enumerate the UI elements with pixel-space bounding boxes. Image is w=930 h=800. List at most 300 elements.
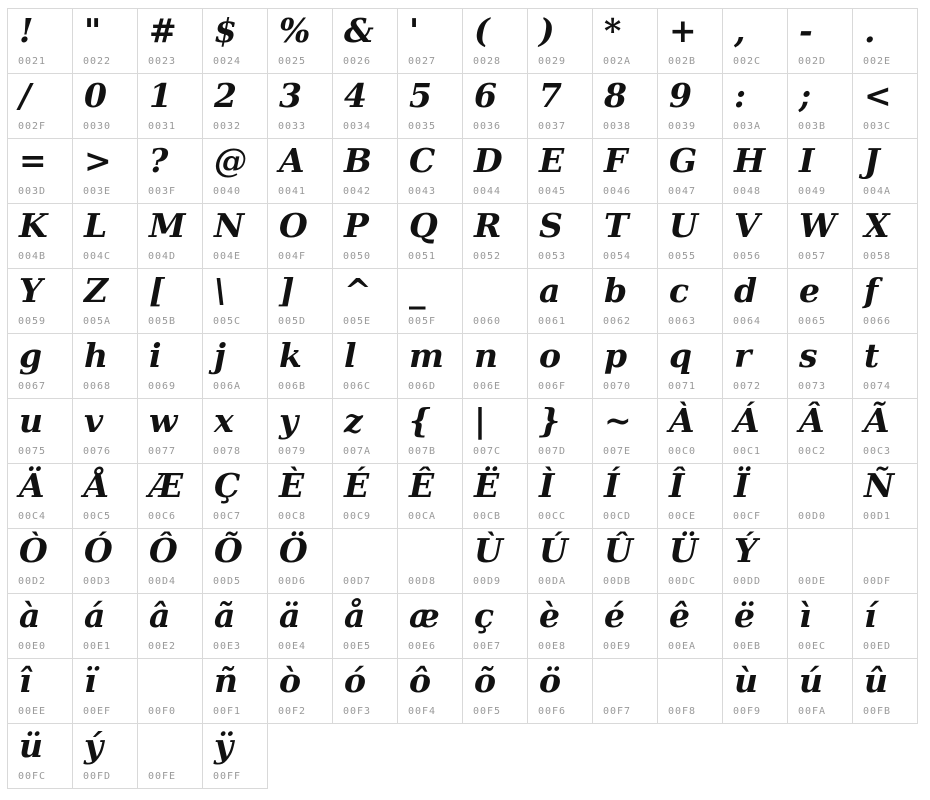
grid-row [7, 593, 917, 658]
glyph-char: ' [409, 11, 420, 50]
glyph-code-label: 0069 [148, 381, 177, 392]
glyph-cell [137, 203, 203, 269]
glyph-cell [462, 463, 528, 529]
glyph-char: U [669, 206, 698, 245]
glyph-char: Ý [734, 531, 758, 570]
glyph-char: T [604, 206, 629, 245]
glyph-char: h [84, 336, 108, 375]
glyph-cell [7, 463, 73, 529]
glyph-cell [852, 463, 918, 529]
glyph-cell [462, 593, 528, 659]
glyph-char: t [864, 336, 880, 375]
glyph-cell [787, 138, 853, 204]
glyph-char: Ö [279, 531, 308, 570]
glyph-cell [332, 203, 398, 269]
glyph-code-label: 0041 [278, 186, 307, 197]
grid-row [7, 268, 917, 333]
glyph-cell [787, 528, 853, 594]
glyph-cell [592, 593, 658, 659]
glyph-char: ô [409, 661, 432, 700]
glyph-cell [397, 463, 463, 529]
glyph-code-label: 0035 [408, 121, 437, 132]
glyph-char: C [409, 141, 436, 180]
glyph-char: ì [799, 596, 812, 635]
glyph-code-label: 0057 [798, 251, 827, 262]
glyph-char: w [149, 401, 178, 440]
glyph-char: Q [409, 206, 438, 245]
glyph-code-label: 00F0 [148, 706, 177, 717]
glyph-code-label: 0072 [733, 381, 762, 392]
glyph-char: Ä [19, 466, 45, 505]
glyph-cell [202, 658, 268, 724]
glyph-char: L [84, 206, 108, 245]
glyph-cell [267, 8, 333, 74]
glyph-code-label: 004C [83, 251, 112, 262]
glyph-code-label: 006A [213, 381, 242, 392]
glyph-cell [7, 398, 73, 464]
glyph-cell [7, 528, 73, 594]
glyph-cell [527, 658, 593, 724]
glyph-cell [462, 138, 528, 204]
glyph-code-label: 00C4 [18, 511, 47, 522]
glyph-char: û [864, 661, 888, 700]
glyph-code-label: 00EC [798, 641, 827, 652]
glyph-char: Ì [539, 466, 555, 505]
glyph-code-label: 0056 [733, 251, 762, 262]
glyph-char: Ò [19, 531, 48, 570]
glyph-code-label: 00E0 [18, 641, 47, 652]
glyph-char: Á [734, 401, 760, 440]
glyph-char: í [864, 596, 877, 635]
glyph-char: i [149, 336, 162, 375]
glyph-code-label: 00FF [213, 771, 242, 782]
glyph-char: } [539, 401, 561, 440]
glyph-cell [657, 658, 723, 724]
glyph-char: ë [734, 596, 755, 635]
glyph-code-label: 00C9 [343, 511, 372, 522]
glyph-cell [397, 333, 463, 399]
glyph-code-label: 0064 [733, 316, 762, 327]
glyph-char: b [604, 271, 628, 310]
glyph-cell [657, 8, 723, 74]
glyph-cell [462, 333, 528, 399]
grid-row [7, 8, 917, 73]
glyph-char [463, 269, 527, 272]
grid-row [7, 333, 917, 398]
glyph-char: ] [279, 271, 295, 310]
glyph-code-label: 0032 [213, 121, 242, 132]
glyph-char: o [539, 336, 562, 375]
glyph-char: 6 [474, 76, 497, 115]
glyph-char: Å [84, 466, 110, 505]
glyph-char: $ [214, 11, 237, 50]
glyph-code-label: 002B [668, 56, 697, 67]
glyph-char [398, 529, 462, 532]
glyph-cell [202, 723, 268, 789]
glyph-cell [267, 398, 333, 464]
glyph-char: ý [84, 726, 104, 765]
glyph-char: ^ [344, 271, 372, 310]
glyph-cell [527, 203, 593, 269]
glyph-code-label: 005C [213, 316, 242, 327]
glyph-char: F [604, 141, 628, 180]
glyph-char: 7 [539, 76, 562, 115]
glyph-char [788, 464, 852, 467]
glyph-code-label: 0067 [18, 381, 47, 392]
glyph-cell [7, 8, 73, 74]
glyph-cell [527, 333, 593, 399]
glyph-char: ? [149, 141, 169, 180]
glyph-char: J [864, 141, 880, 180]
glyph-cell [787, 463, 853, 529]
glyph-char: Î [669, 466, 685, 505]
glyph-cell [852, 658, 918, 724]
glyph-code-label: 0058 [863, 251, 892, 262]
glyph-char: ÿ [214, 726, 234, 765]
glyph-cell [592, 203, 658, 269]
glyph-char: , [734, 11, 746, 50]
glyph-char: ! [19, 11, 34, 50]
glyph-code-label: 0079 [278, 446, 307, 457]
glyph-code-label: 00D1 [863, 511, 892, 522]
glyph-cell [202, 268, 268, 334]
glyph-cell [722, 73, 788, 139]
glyph-char: s [799, 336, 818, 375]
glyph-code-label: 0024 [213, 56, 242, 67]
glyph-code-label: 007D [538, 446, 567, 457]
glyph-code-label: 00D4 [148, 576, 177, 587]
glyph-cell [267, 528, 333, 594]
glyph-cell [852, 8, 918, 74]
glyph-cell [72, 463, 138, 529]
glyph-code-label: 002E [863, 56, 892, 67]
glyph-code-label: 0030 [83, 121, 112, 132]
glyph-cell [72, 398, 138, 464]
glyph-code-label: 005A [83, 316, 112, 327]
glyph-code-label: 003B [798, 121, 827, 132]
glyph-char: d [734, 271, 758, 310]
glyph-code-label: 002A [603, 56, 632, 67]
glyph-code-label: 0059 [18, 316, 47, 327]
glyph-cell [527, 463, 593, 529]
glyph-char: E [539, 141, 565, 180]
glyph-code-label: 0026 [343, 56, 372, 67]
glyph-code-label: 00D9 [473, 576, 502, 587]
glyph-cell [657, 528, 723, 594]
glyph-char [333, 529, 397, 532]
glyph-code-label: 00D3 [83, 576, 112, 587]
glyph-code-label: 0074 [863, 381, 892, 392]
glyph-code-label: 007B [408, 446, 437, 457]
glyph-cell [527, 73, 593, 139]
glyph-cell [72, 528, 138, 594]
glyph-cell [137, 593, 203, 659]
glyph-code-label: 0054 [603, 251, 632, 262]
character-map-grid [7, 8, 917, 788]
glyph-code-label: 00D6 [278, 576, 307, 587]
glyph-code-label: 0051 [408, 251, 437, 262]
glyph-char: Ù [474, 531, 503, 570]
glyph-code-label: 0037 [538, 121, 567, 132]
glyph-cell [527, 528, 593, 594]
glyph-char: É [344, 466, 370, 505]
glyph-cell [852, 398, 918, 464]
glyph-code-label: 004F [278, 251, 307, 262]
glyph-cell [787, 203, 853, 269]
glyph-char: ï [84, 661, 97, 700]
glyph-code-label: 00F9 [733, 706, 762, 717]
glyph-code-label: 00F8 [668, 706, 697, 717]
glyph-char: õ [474, 661, 497, 700]
glyph-cell [332, 593, 398, 659]
glyph-code-label: 00FA [798, 706, 827, 717]
glyph-code-label: 006B [278, 381, 307, 392]
glyph-char: : [734, 76, 747, 115]
glyph-code-label: 004D [148, 251, 177, 262]
glyph-cell [657, 138, 723, 204]
glyph-code-label: 0044 [473, 186, 502, 197]
glyph-char: ó [344, 661, 367, 700]
glyph-cell [722, 8, 788, 74]
glyph-code-label: 002F [18, 121, 47, 132]
glyph-cell [462, 73, 528, 139]
glyph-char: S [539, 206, 563, 245]
glyph-cell [462, 658, 528, 724]
glyph-cell [137, 463, 203, 529]
glyph-code-label: 0053 [538, 251, 567, 262]
glyph-code-label: 0021 [18, 56, 47, 67]
glyph-code-label: 0076 [83, 446, 112, 457]
glyph-cell [787, 658, 853, 724]
glyph-code-label: 00CE [668, 511, 697, 522]
glyph-cell [72, 138, 138, 204]
glyph-code-label: 00F1 [213, 706, 242, 717]
glyph-char: 2 [214, 76, 237, 115]
glyph-cell [787, 268, 853, 334]
glyph-code-label: 00C1 [733, 446, 762, 457]
glyph-code-label: 0038 [603, 121, 632, 132]
glyph-char: K [19, 206, 48, 245]
glyph-char: ö [539, 661, 562, 700]
glyph-char: À [669, 401, 695, 440]
glyph-cell [852, 333, 918, 399]
glyph-code-label: 00FD [83, 771, 112, 782]
glyph-cell [397, 138, 463, 204]
glyph-cell [267, 463, 333, 529]
glyph-cell [202, 593, 268, 659]
glyph-cell [592, 528, 658, 594]
glyph-code-label: 0033 [278, 121, 307, 132]
glyph-cell [462, 398, 528, 464]
glyph-code-label: 006E [473, 381, 502, 392]
glyph-cell [397, 398, 463, 464]
glyph-cell [137, 73, 203, 139]
glyph-code-label: 0071 [668, 381, 697, 392]
glyph-char: à [19, 596, 41, 635]
glyph-char: g [19, 336, 43, 375]
glyph-char: ê [669, 596, 690, 635]
glyph-cell [332, 268, 398, 334]
glyph-code-label: 00CC [538, 511, 567, 522]
glyph-code-label: 0047 [668, 186, 697, 197]
glyph-code-label: 00E8 [538, 641, 567, 652]
glyph-char: O [279, 206, 308, 245]
glyph-cell [722, 398, 788, 464]
glyph-cell [137, 333, 203, 399]
glyph-char: ( [474, 11, 490, 50]
glyph-char: î [19, 661, 32, 700]
glyph-cell [592, 333, 658, 399]
glyph-cell [267, 203, 333, 269]
glyph-cell [202, 398, 268, 464]
grid-row [7, 463, 917, 528]
glyph-char: æ [409, 596, 440, 635]
glyph-code-label: 00D7 [343, 576, 372, 587]
glyph-code-label: 00D8 [408, 576, 437, 587]
glyph-code-label: 0063 [668, 316, 697, 327]
glyph-char: 5 [409, 76, 432, 115]
glyph-cell [397, 203, 463, 269]
glyph-cell [787, 593, 853, 659]
glyph-code-label: 003E [83, 186, 112, 197]
glyph-char [138, 659, 202, 662]
glyph-char: å [344, 596, 366, 635]
glyph-code-label: 00DA [538, 576, 567, 587]
glyph-cell [657, 73, 723, 139]
glyph-char: A [279, 141, 305, 180]
glyph-cell [7, 138, 73, 204]
glyph-code-label: 00CB [473, 511, 502, 522]
glyph-char: a [539, 271, 561, 310]
glyph-code-label: 002D [798, 56, 827, 67]
glyph-code-label: 00C0 [668, 446, 697, 457]
glyph-char: Û [604, 531, 633, 570]
glyph-char: 8 [604, 76, 627, 115]
glyph-code-label: 00F7 [603, 706, 632, 717]
glyph-cell [787, 8, 853, 74]
glyph-code-label: 0061 [538, 316, 567, 327]
glyph-cell [267, 138, 333, 204]
glyph-char: Â [799, 401, 825, 440]
glyph-cell [332, 138, 398, 204]
glyph-cell [202, 463, 268, 529]
glyph-code-label: 0075 [18, 446, 47, 457]
glyph-code-label: 0050 [343, 251, 372, 262]
glyph-char: / [19, 76, 32, 115]
glyph-char: | [474, 401, 487, 440]
glyph-char: r [734, 336, 752, 375]
glyph-cell [657, 593, 723, 659]
glyph-char: u [19, 401, 43, 440]
glyph-code-label: 006F [538, 381, 567, 392]
glyph-char: * [604, 11, 622, 50]
glyph-char: > [84, 141, 112, 180]
glyph-code-label: 00C5 [83, 511, 112, 522]
glyph-cell [592, 398, 658, 464]
glyph-cell [7, 268, 73, 334]
glyph-char: W [799, 206, 837, 245]
glyph-code-label: 00CF [733, 511, 762, 522]
glyph-cell [397, 8, 463, 74]
glyph-cell [202, 333, 268, 399]
glyph-char: m [409, 336, 444, 375]
glyph-code-label: 00E6 [408, 641, 437, 652]
glyph-char: c [669, 271, 690, 310]
glyph-char: p [604, 336, 628, 375]
glyph-cell [462, 268, 528, 334]
glyph-code-label: 0040 [213, 186, 242, 197]
glyph-code-label: 0031 [148, 121, 177, 132]
glyph-code-label: 0060 [473, 316, 502, 327]
glyph-char: % [279, 11, 311, 50]
grid-row [7, 658, 917, 723]
glyph-char: ç [474, 596, 495, 635]
glyph-cell [72, 203, 138, 269]
grid-row [7, 398, 917, 463]
glyph-cell [7, 658, 73, 724]
glyph-char: z [344, 401, 363, 440]
glyph-code-label: 00DE [798, 576, 827, 587]
glyph-code-label: 0052 [473, 251, 502, 262]
glyph-cell [332, 398, 398, 464]
glyph-cell [72, 73, 138, 139]
glyph-char: é [604, 596, 625, 635]
glyph-code-label: 00EA [668, 641, 697, 652]
glyph-char [138, 724, 202, 727]
glyph-code-label: 0027 [408, 56, 437, 67]
glyph-char: ú [799, 661, 823, 700]
glyph-code-label: 0036 [473, 121, 502, 132]
glyph-cell [787, 398, 853, 464]
glyph-cell [202, 138, 268, 204]
glyph-char: I [799, 141, 815, 180]
glyph-code-label: 0039 [668, 121, 697, 132]
glyph-code-label: 0025 [278, 56, 307, 67]
glyph-char: Ï [734, 466, 750, 505]
glyph-code-label: 0042 [343, 186, 372, 197]
glyph-char: { [409, 401, 431, 440]
glyph-char: V [734, 206, 760, 245]
glyph-char: ; [799, 76, 812, 115]
glyph-char: ù [734, 661, 758, 700]
glyph-code-label: 00E5 [343, 641, 372, 652]
glyph-char: [ [149, 271, 165, 310]
glyph-cell [722, 203, 788, 269]
glyph-code-label: 0078 [213, 446, 242, 457]
glyph-char: H [734, 141, 766, 180]
glyph-cell [397, 658, 463, 724]
glyph-char: D [474, 141, 503, 180]
grid-row [7, 138, 917, 203]
glyph-char: k [279, 336, 302, 375]
glyph-char: G [669, 141, 698, 180]
glyph-char: N [214, 206, 245, 245]
glyph-cell [722, 528, 788, 594]
glyph-cell [722, 593, 788, 659]
glyph-cell [657, 333, 723, 399]
glyph-cell [397, 268, 463, 334]
glyph-char: < [864, 76, 892, 115]
glyph-code-label: 00EB [733, 641, 762, 652]
glyph-code-label: 0043 [408, 186, 437, 197]
glyph-code-label: 00E7 [473, 641, 502, 652]
glyph-code-label: 00C2 [798, 446, 827, 457]
glyph-code-label: 0062 [603, 316, 632, 327]
glyph-code-label: 0049 [798, 186, 827, 197]
glyph-cell [72, 333, 138, 399]
glyph-char [593, 659, 657, 662]
glyph-cell [527, 268, 593, 334]
